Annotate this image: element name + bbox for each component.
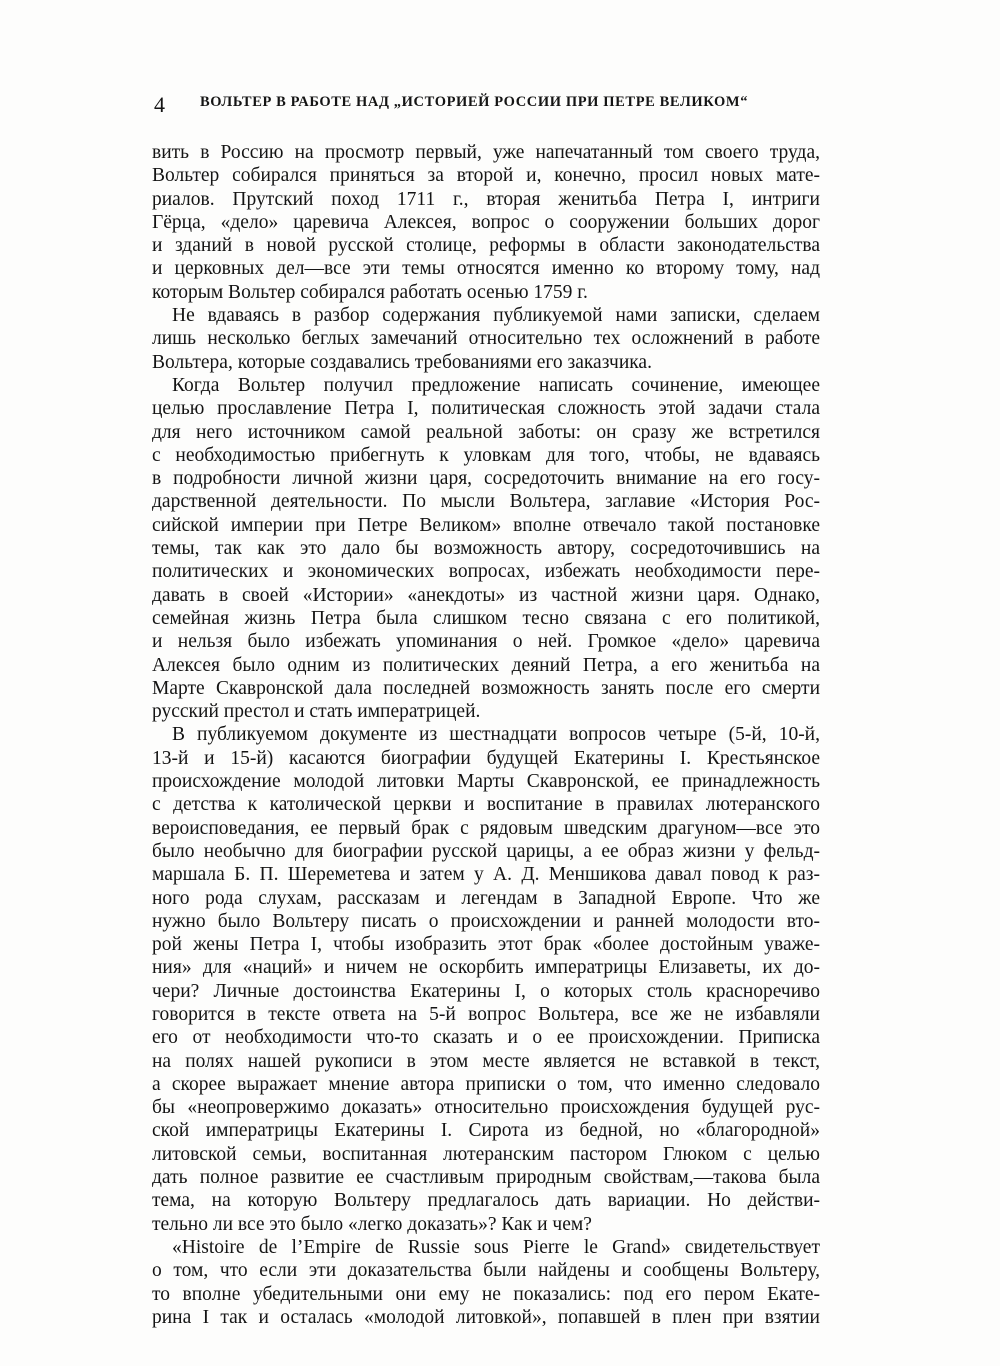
text-line: политических и экономических вопросах, избежать необходимости пере- (152, 561, 820, 583)
text-line: Когда Вольтер получил предложение написать сочинение, имеющее (172, 374, 820, 396)
text-line: В публикуемом документе из шестнадцати вопросов четыре (5-й, 10-й, (172, 724, 820, 746)
text-line: Не вдаваясь в разбор содержания публикуемой нами записки, сделаем (172, 305, 820, 327)
text-line: на полях нашей рукописи в этом месте является не вставкой в текст, (152, 1050, 820, 1072)
text-line: русский престол и стать императрицей. (152, 701, 481, 723)
text-line: то вполне убедительными они ему не показались: под его пером Екате- (152, 1283, 820, 1305)
text-line: рой жены Петра I, чтобы изобразить этот брак «более достойным уваже- (152, 934, 820, 956)
text-line: маршала Б. П. Шереметева и затем у А. Д. Меншикова давал повод к раз- (152, 864, 820, 886)
text-line: темы, так как это дало бы возможность автору, сосредоточившись на (152, 538, 820, 560)
text-line: говорится в тексте ответа на 5-й вопрос Вольтера, все же не избавляли (152, 1003, 820, 1025)
text-line: тема, на которую Вольтеру предлагалось дать вариации. Но действи- (152, 1190, 820, 1212)
text-line: риалов. Прутский поход 1711 г., вторая женитьба Петра I, интриги (152, 188, 820, 210)
text-line: нужно было Вольтеру писать о происхождении и ранней молодости вто- (152, 910, 820, 932)
text-line: вить в Россию на просмотр первый, уже напечатанный том своего труда, (152, 142, 820, 163)
running-head-title: ВОЛЬТЕР В РАБОТЕ НАД „ИСТОРИЕЙ РОССИИ ПРИ ПЕТРЕ ВЕЛИКОМ“ (200, 94, 749, 110)
text-line: Марте Скавронской дала последней возможность занять после его смерти (152, 677, 820, 699)
text-line: сийской империи при Петре Великом» вполне отвечало такой постановке (152, 514, 820, 536)
text-line: Гёрца, «дело» царевича Алексея, вопрос о сооружении больших дорог (152, 211, 820, 233)
text-line: семейная жизнь Петра была слишком тесно связана с его политикой, (152, 607, 820, 629)
text-line: с детства к католической церкви и воспитание в правилах лютеранского (152, 794, 820, 816)
text-line: литовской семьи, воспитанная лютеранским пастором Глюком с целью (152, 1143, 820, 1165)
text-line: Вольтера, которые создавались требованиями его заказчика. (152, 351, 652, 373)
text-line: Вольтер собирался приняться за второй и, конечно, просил новых мате- (152, 165, 820, 187)
text-line: и нельзя было избежать упоминания о ней. Громкое «дело» царевича (152, 631, 820, 653)
text-line: чери? Личные достоинства Екатерины I, о которых столь красноречиво (152, 980, 820, 1002)
text-line: ния» для «наций» и ничем не оскорбить императрицы Елизаветы, их до- (152, 957, 820, 979)
text-line: для него источником самой реальной заботы: он сразу же встретился (152, 421, 820, 443)
text-line: его от необходимости что-то сказать и о ее происхождении. Приписка (152, 1027, 820, 1049)
text-line: было необычно для биографии русской царицы, а ее образ жизни у фельд- (152, 840, 820, 862)
body-text (152, 141, 820, 1329)
running-head (150, 92, 830, 118)
text-line: в подробности личной жизни царя, сосредоточить внимание на его госу- (152, 468, 820, 490)
text-line: которым Вольтер собирался работать осенью 1759 г. (152, 281, 588, 303)
text-line: дать полное развитие ее счастливым природным свойствам,—такова была (152, 1167, 820, 1189)
text-line: давать в своей «Истории» «анекдоты» из частной жизни царя. Однако, (152, 584, 820, 606)
text-line: о том, что если эти доказательства были найдены и сообщены Вольтеру, (152, 1260, 820, 1282)
text-line: 13-й и 15-й) касаются биографии будущей Екатерины I. Крестьянское (152, 747, 820, 769)
text-line: лишь несколько беглых замечаний относительно тех осложнений в работе (152, 328, 820, 350)
text-line: бы «неопровержимо доказать» относительно происхождения будущей рус- (152, 1097, 820, 1119)
text-line: целью прославление Петра I, политическая сложность этой задачи стала (152, 398, 820, 420)
text-line: происхождение молодой литовки Марты Скавронской, ее принадлежность (152, 771, 820, 793)
text-line: и зданий в новой русской столице, реформы в области законодательства (152, 235, 820, 257)
page-number: 4 (154, 92, 165, 117)
text-line: Алексея было одним из политических деяний Петра, а его женитьба на (152, 654, 820, 676)
text-line: ного рода слухам, рассказам и легендам в Западной Европе. Что же (152, 887, 820, 909)
text-line: рина I так и осталась «молодой литовкой», попавшей в плен при взятии (152, 1306, 820, 1328)
text-line: с необходимостью прибегнуть к уловкам для того, чтобы, не вдаваясь (152, 444, 820, 466)
text-line: дарственной деятельности. По мысли Вольтера, заглавие «История Рос- (152, 491, 820, 513)
text-line: «Histoire de l’Empire de Russie sous Pierre le Grand» свидетельствует (172, 1236, 820, 1258)
text-line: вероисповедания, ее первый брак с рядовым шведским драгуном—все это (152, 817, 820, 839)
text-line: и церковных дел—все эти темы относятся именно ко второму тому, над (152, 258, 820, 280)
text-line: ской императрицы Екатерины I. Сирота из бедной, но «благородной» (152, 1120, 820, 1142)
text-line: а скорее выражает мнение автора приписки о том, что именно следовало (152, 1073, 820, 1095)
text-line: тельно ли все это было «легко доказать»? Как и чем? (152, 1213, 592, 1235)
